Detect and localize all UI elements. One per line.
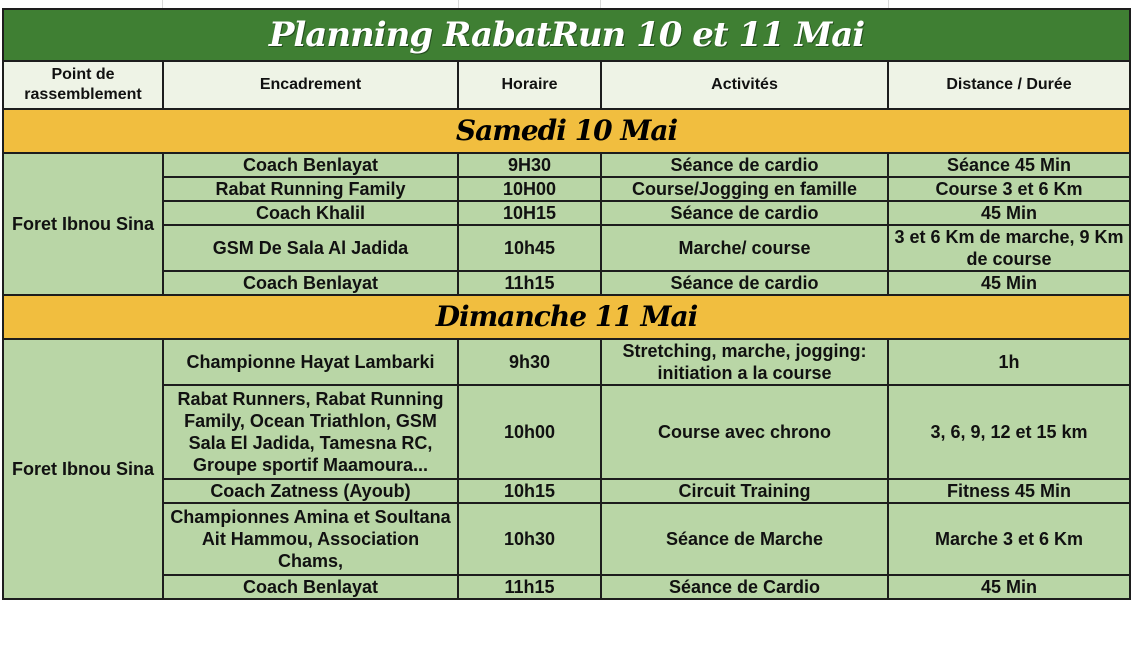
distance-cell: 3, 6, 9, 12 et 15 km — [888, 385, 1130, 479]
horaire-cell: 11h15 — [458, 271, 601, 295]
horaire-cell: 10h00 — [458, 385, 601, 479]
table-row — [3, 177, 1130, 201]
header-point-rassemblement: Point de rassemblement — [3, 61, 163, 109]
spreadsheet-gridlines — [0, 0, 1134, 8]
table-row — [3, 153, 1130, 177]
horaire-cell: 10h30 — [458, 503, 601, 575]
place-cell: Foret Ibnou Sina — [3, 339, 163, 599]
place-cell: Foret Ibnou Sina — [3, 153, 163, 295]
table-row — [3, 385, 1130, 479]
horaire-cell: 9H30 — [458, 153, 601, 177]
activite-cell: Séance de cardio — [601, 271, 888, 295]
distance-cell: 45 Min — [888, 575, 1130, 599]
page-title: Planning RabatRun 10 et 11 Mai — [3, 9, 1130, 61]
header-activites: Activités — [601, 61, 888, 109]
table-row — [3, 575, 1130, 599]
distance-cell: Séance 45 Min — [888, 153, 1130, 177]
encadrement-cell: Rabat Runners, Rabat Running Family, Ocean Triathlon, GSM Sala El Jadida, Tamesna RC, Groupe sportif Maamoura... — [163, 385, 458, 479]
horaire-cell: 10H15 — [458, 201, 601, 225]
activite-cell: Séance de cardio — [601, 201, 888, 225]
distance-cell: Course 3 et 6 Km — [888, 177, 1130, 201]
table-row — [3, 225, 1130, 271]
activite-cell: Course/Jogging en famille — [601, 177, 888, 201]
activite-cell: Circuit Training — [601, 479, 888, 503]
table-row — [3, 479, 1130, 503]
distance-cell: 1h — [888, 339, 1130, 385]
horaire-cell: 10h15 — [458, 479, 601, 503]
activite-cell: Séance de Marche — [601, 503, 888, 575]
distance-cell: 45 Min — [888, 271, 1130, 295]
table-row — [3, 339, 1130, 385]
day-heading-samedi: Samedi 10 Mai — [3, 109, 1130, 153]
encadrement-cell: Coach Benlayat — [163, 271, 458, 295]
distance-cell: Fitness 45 Min — [888, 479, 1130, 503]
activite-cell: Stretching, marche, jogging: initiation a la course — [601, 339, 888, 385]
encadrement-cell: GSM De Sala Al Jadida — [163, 225, 458, 271]
activite-cell: Course avec chrono — [601, 385, 888, 479]
horaire-cell: 11h15 — [458, 575, 601, 599]
header-distance-duree: Distance / Durée — [888, 61, 1130, 109]
day-heading-dimanche: Dimanche 11 Mai — [3, 295, 1130, 339]
activite-cell: Séance de Cardio — [601, 575, 888, 599]
distance-cell: 45 Min — [888, 201, 1130, 225]
activite-cell: Marche/ course — [601, 225, 888, 271]
horaire-cell: 10H00 — [458, 177, 601, 201]
planning-table — [2, 8, 1131, 600]
horaire-cell: 9h30 — [458, 339, 601, 385]
encadrement-cell: Championnes Amina et Soultana Ait Hammou, Association Chams, — [163, 503, 458, 575]
header-encadrement: Encadrement — [163, 61, 458, 109]
encadrement-cell: Coach Khalil — [163, 201, 458, 225]
encadrement-cell: Coach Zatness (Ayoub) — [163, 479, 458, 503]
encadrement-cell: Coach Benlayat — [163, 575, 458, 599]
horaire-cell: 10h45 — [458, 225, 601, 271]
table-row — [3, 271, 1130, 295]
encadrement-cell: Coach Benlayat — [163, 153, 458, 177]
distance-cell: Marche 3 et 6 Km — [888, 503, 1130, 575]
distance-cell: 3 et 6 Km de marche, 9 Km de course — [888, 225, 1130, 271]
encadrement-cell: Championne Hayat Lambarki — [163, 339, 458, 385]
header-horaire: Horaire — [458, 61, 601, 109]
table-row — [3, 503, 1130, 575]
encadrement-cell: Rabat Running Family — [163, 177, 458, 201]
table-row — [3, 201, 1130, 225]
activite-cell: Séance de cardio — [601, 153, 888, 177]
